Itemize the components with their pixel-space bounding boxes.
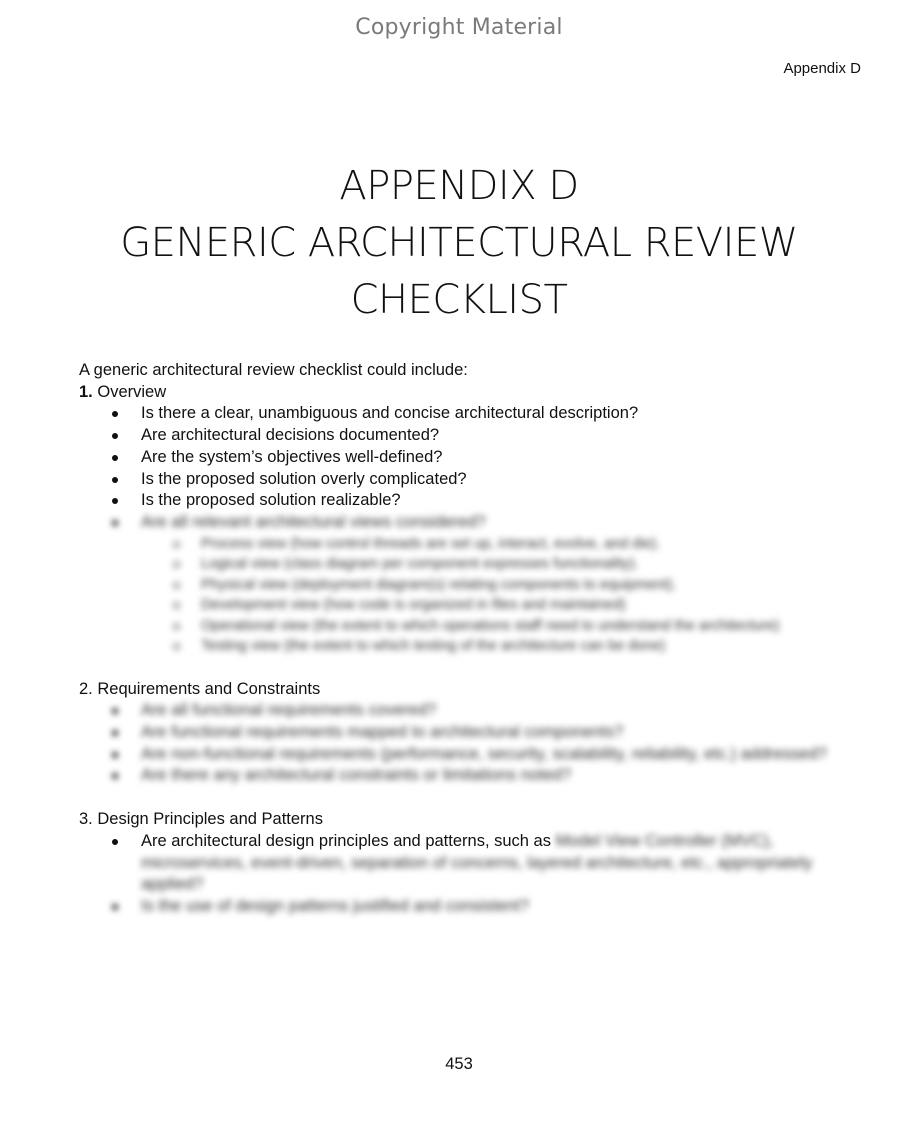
copyright-watermark: Copyright Material [355,15,563,40]
sub-list-item: Operational view (the extent to which operations staff need to understand the architecture) [79,616,879,637]
list-item: Is there a clear, unambiguous and concise architectural description? [79,403,879,425]
blurred-list-item: Are there any architectural constraints or limitations noted? [79,765,879,787]
list-item [79,831,879,896]
sub-list-item: Logical view (class diagram per component expresses functionality). [79,554,879,575]
section-title: Requirements and Constraints [97,679,321,698]
list-item: Are architectural decisions documented? [79,425,879,447]
section-heading-design-principles [79,809,879,831]
sub-list-item: Testing view (the extent to which testing of the architecture can be done) [79,636,879,657]
intro-text: A generic architectural review checklist could include: [79,361,468,379]
checklist-content [79,360,879,918]
section-number: 2. [79,679,93,698]
list-item: Are the system’s objectives well-defined? [79,447,879,469]
section-gap [79,657,879,679]
blurred-list-item: Are all functional requirements covered? [79,700,879,722]
section-heading-overview [79,382,879,404]
chapter-title [0,158,918,329]
list-item: Is the proposed solution realizable? [79,490,879,512]
blurred-list-item: Are functional requirements mapped to architectural components? [79,722,879,744]
title-line-1: APPENDIX D [339,163,579,209]
list-item: Is the proposed solution overly complicated? [79,469,879,491]
blurred-text: Model View Controller (MVC), microservices, event-driven, separation of concerns, layered architecture, etc., appropriately applied? [141,831,813,894]
blurred-text: Are all relevant architectural views considered? [141,512,486,531]
section-title: Design Principles and Patterns [97,810,323,829]
item-text: Are architectural design principles and patterns, such as [141,831,556,850]
section-number: 3. [79,810,93,829]
section-title: Overview [97,382,167,401]
design-principles-list [79,831,879,918]
requirements-list [79,700,879,787]
blurred-list-item: Is the use of design patterns justified and consistent? [79,896,879,918]
page-number: 453 [445,1055,473,1073]
section-number: 1. [79,382,93,401]
section-gap [79,787,879,809]
sub-list-item: Physical view (deployment diagram(s) relating components to equipment). [79,575,879,596]
title-line-3: CHECKLIST [350,277,568,323]
section-heading-requirements [79,679,879,701]
sub-list-item: Development view (how code is organized in files and maintained) [79,595,879,616]
sub-list-item: Process view (how control threads are set up, interact, evolve, and die). [79,534,879,555]
overview-list [79,403,879,533]
blurred-list-item: Are non-functional requirements (performance, security, scalability, reliability, etc.) addressed? [79,744,879,766]
views-sublist [79,534,879,657]
title-line-2: GENERIC ARCHITECTURAL REVIEW [120,220,798,266]
running-header: Appendix D [783,60,861,77]
blurred-list-item [79,512,879,534]
